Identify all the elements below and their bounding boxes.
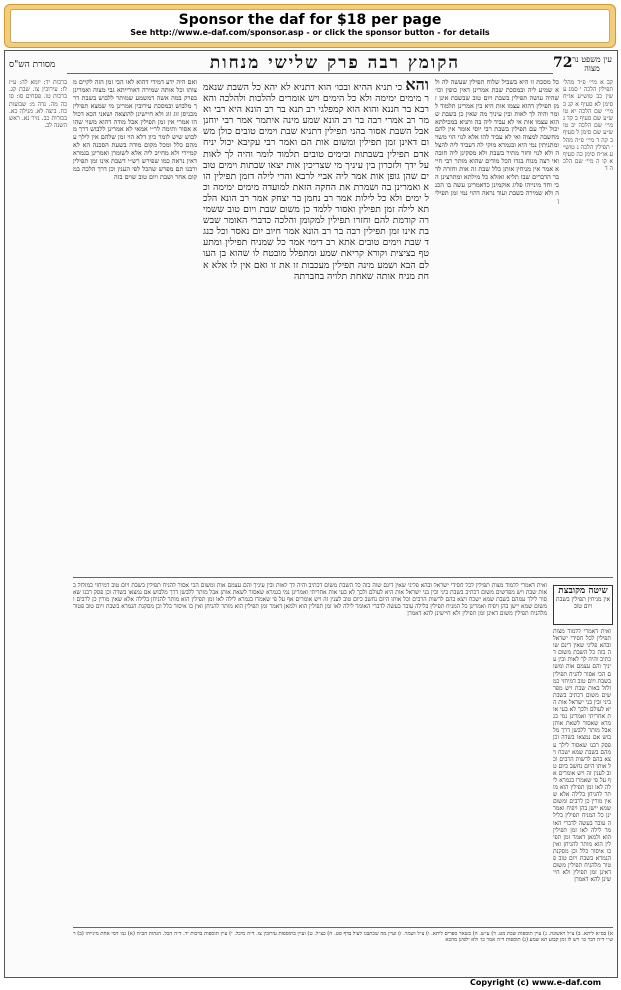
footnotes-text: א) בס״א ליתא. ב) צ״ל ראשונה. ג) עיין תוספות שבת מט. ד) ע״ש. ה) בשאר ספרים ליתא. ו) צ״ל ושמר. ז) ועיין מה שכתבנו לעיל בדף סט. ח) כצ״ל. ט) ועיין בתוספות עירובין צו. ד״ה מיכל. י) עיין תוספות ברכות יד. ד״ה הכל. הגהות הב״ח (א) גמ׳ דמי אחת מינייהו (ב) רש״י ד״ה דבר כו׳ ויש לו זמן קבוע תא שמע (ג) תוספות ד״ה אמר כו׳ ולא ילפינן מהכא: [73, 931, 613, 944]
shita-mekubetzet-box: [553, 585, 613, 625]
shita-mekubetzet-text: אין מניחין תפילין בשבת ויום טוב: [555, 596, 611, 610]
tosafot-text: ואם היה ידע דמידי דהוא לאו הכי זמן הזה לקיים מצותו וכל אותה שמירה דאורייתא גבי מצוה ואמרינן בפרק במה אשה דמשמע שמותר ללבוש בשבת דרך מלבוש ובמסכת עירובין אמרינן מי שמצא תפילין מכניסן זוג זוג ולא חיישינן להוצאה ושאני הכא דכולהו אמרי אין זמן תפילין אבל מודה דהוא משוי שהוא אסור ותימה לר״י אמאי לא אמרינן ללבוש דרך מלבוש שיש לומר כיון דלא הוי זמן שלהם אין לילך עמהם כלל ומכל מקום מודה בשעת הסכנה הא לא קמיירי ולא מחייב ליה אלא לשומרן ואמרינן בגמרא דאין נראה כמו שפירש רש״י דשבת אינו זמן תפילין ורבנו תם מפרש שהכל לפי הענין וכן דרך הלכה במקום אחר ושבת ויום טוב שוים בזה: [73, 79, 197, 181]
copyright-notice[interactable]: Copyright (c) www.e-daf.com: [470, 978, 602, 987]
tosafot-column: [73, 79, 197, 573]
rashi-text: כל מסכת זו היא בשביל שלוח תפילין שעשה לה ולא שמיע ליה ובמסכת שבת אמרינן דאין כופין וכו׳ שהיה עושה תפילין בשבת ויום טוב שבשבת אינן זמן תפילין דהוא עצמו אות היא בין אמרינן תלמוד לומר והיה לך לאות ובין עיניך מה שאין כן בשבת שהוא עצמו אות אי לא עביד ליה בה ותניא במכילתא יכול ילך עם תפילין בשבת רבי יוסי אומר אין להם מחשבה למצוה ואי לא עביד להו אלא לנוי הוי משוי ומתניתין נמי היא ובגמרא מוקי לה דעביד ליה להצלה ולא לנוי וחזר מתיר בשבת ולא מסקינן ליה חובה ואי רצה מנוח בגדו הכל מודים שהוא מותר רבי חייא אמר אין מניחין אותן כלל שבת זה אות וחזרה לדבר הדברים שבו תליא ואזלא כל מילתא ומתרצינן הכי וחד מינייהו פליג אוקמינן כדאמרינן עשה בו הכנה ולא שמירה כשבת ועוד נראה דהוי נמי זמן תפילין: [435, 79, 559, 205]
lower-right-commentary-column: [553, 629, 611, 923]
page-header-title: הקומץ רבה פרק שלישי מנחות: [209, 53, 461, 73]
header-rule: [67, 73, 553, 74]
rashi-column: [435, 79, 559, 573]
gemara-column: [203, 79, 429, 573]
gemara-lead-word: והא: [405, 79, 429, 94]
masoret-hashas-column: [9, 79, 67, 959]
page-number: 72: [553, 55, 573, 71]
gemara-text: כי תניא ההיא ובכו׳ הוא דתניא לא יהא כל השבת שנאמר מימים ימימה ולא כל הימים ויש אומרים להלכות ולהלכה והא רבא בר חננא והוא הוא קמפלגי רב תנא בר רב הונא היא רבי ואמר רב אמרי רבה בר רב הונא שמע מינה איתמר אמר רבי יוחנן אבל השבת אסור בהני תפילין דתניא שבת וימים טובים כולן משום דאינן זמן תפילין ומשום אות הם ואמר רבי עקיבא יכול יניח אדם תפילין בשבתות ובימים טובים תלמוד לומר והיה לך לאות על ידך ולזכרון בין עיניך מי שצריכין אות יצאו שבתות וימים טובים שהן גופן אות אמר ליה אביי לרבא והרי לילה דזמן תפילין הוא ואמרינן בה ושמרת את החקה הזאת למועדה מימים ימימה וכל ימים ולא כל לילות אמר רב נחמן בר יצחק אמר רב הונא הלכתא לילה זמן תפילין ואסור ללמד כן משום שבת ויום טוב ששמירה קודמת להם וחזרו תפילין למקומן והלכה כדברי האומר שבשבת אינו זמן תפילין רבה בר רב הונא אמר חיוב יום נאסר וכל כנגד שבת וימים טובים אתא רב דימי אמר כל שמניח תפילין ומתעטף בציצית וקורא קריאת שמע ומתפלל מובטח לו שהוא בן העולם הבא ושמע מינה תפילין מעכבות זו את זו ואם אין לו אלא אחת מניח אותה שאחת תלויה בחברתה: [203, 82, 429, 282]
sponsor-banner-inner[interactable]: [10, 9, 610, 43]
sponsor-subtitle[interactable]: See http://www.e-daf.com/sponsor.asp - or click the sponsor button - for details: [130, 28, 490, 37]
lower-commentary-text: ואית דאמרי ללמוד מצות תפילין לכל חסידי ישראל ובהא פליגי שאין דינם שוה בזה כל השבת משום דכתיב והיה לך לאות ובין עיניך והם עצמם אות ומשום הכי אסור להניח תפילין בשבת ויום טוב דמיחזי כמזלזל באות שבת ויש מפרשים משום דכתיב בשבת ביני ובין בני ישראל אות היא לעולם ולכך לא בעי אות אחריתי ואמרינן נמי בגמרא שאסור לשאת אותן אבל מותר ללבשן דרך מלבוש אם נמצאו בשדה וכן פסק רבנו שאסור לילך עמהם בשבת שמא ישכח ויצא בהם לרשות הרבים וכל אותו היום נחשב כיום טוב לענין זה ויש אומרים אף על פי שאמרו בגמרא לילה לאו זמן תפילין הוא מותר להניחן בלילה אלא שאין מורין כן לרבים ומשום שמא יישן בהן ויפיח ואמרינן כל המניח תפילין בלילה עובר בעשה לדברי האומר לילה לאו זמן תפילין הוא ולמאן דאמר זמן תפילין הוא מותר להניחן ואין בו איסור כלל וכן מסקנת הגמרא בשבת ויום טוב פטור מלהניח תפילין משום דאינן זמן תפילין ולא חיישינן להא דאמרן: [73, 583, 547, 618]
ein-mishpat-label: עין משפט נר מצוה: [572, 55, 612, 73]
sponsor-banner[interactable]: [4, 4, 616, 48]
masoret-hashas-text: ברכות יד: יומא לה: ע״ז לז: עירובין צו. שבת קג. ברכות טו. פסחים סו: סוכה מה. נדה מ: שבועות כח. ביצה לא. מגילה כא. בכורות כב. נזיר נא. ראש השנה לב.: [9, 79, 67, 130]
lower-right-commentary-text: ואית דאמרי ללמוד מצות תפילין לכל חסידי ישראל ובהא פליגי שאין דינם שוה בזה כל השבת משום דכתיב והיה לך לאות ובין עיניך והם עצמם אות ומשום הכי אסור להניח תפילין בשבת ויום טוב דמיחזי כמזלזל באות שבת ויש מפרשים משום דכתיב בשבת ביני ובין בני ישראל אות היא לעולם ולכך לא בעי אות אחריתי ואמרינן נמי בגמרא שאסור לשאת אותן אבל מותר ללבשן דרך מלבוש אם נמצאו בשדה וכן פסק רבנו שאסור לילך עמהם בשבת שמא ישכח ויצא בהם לרשות הרבים וכל אותו היום נחשב כיום טוב לענין זה ויש אומרים אף על פי שאמרו בגמרא לילה לאו זמן תפילין הוא מותר להניחן בלילה אלא שאין מורין כן לרבים ומשום שמא יישן בהן ויפיח ואמרינן כל המניח תפילין בלילה עובר בעשה לדברי האומר לילה לאו זמן תפילין הוא ולמאן דאמר זמן תפילין הוא מותר להניחן ואין בו איסור כלל וכן מסקנת הגמרא בשבת ויום טוב פטור מלהניח תפילין משום דאינן זמן תפילין ולא חיישינן להא דאמרן: [553, 629, 611, 884]
footnotes-section: [73, 931, 613, 973]
lower-section-rule: [73, 577, 613, 578]
masoret-hashas-label: מסורת הש"ס: [9, 60, 56, 70]
ein-mishpat-text: קב א מיי׳ פ״ד מהל׳ תפילין הלכה י סמג עשין כב טוש״ע או״ח סימן לא סעיף א קג ב מיי׳ שם הלכה יא טוש״ע שם סעיף ב קד ג מיי׳ שם הלכה יב טוש״ע שם סימן ל סעיף ב קה ד מיי׳ פ״ה מהל׳ תפילין הלכה ג טוש״ע או״ח סימן כה סעיף א קו ה מיי׳ שם הלכה ד: [563, 79, 613, 173]
talmud-page-scan: [4, 50, 618, 978]
ein-mishpat-column: [563, 79, 613, 573]
lower-commentary-column: [73, 583, 547, 923]
footnote-rule: [73, 927, 613, 928]
shita-mekubetzet-title: שיטה מקובצת: [558, 586, 608, 596]
sponsor-title[interactable]: Sponsor the daf for $18 per page: [178, 12, 442, 28]
